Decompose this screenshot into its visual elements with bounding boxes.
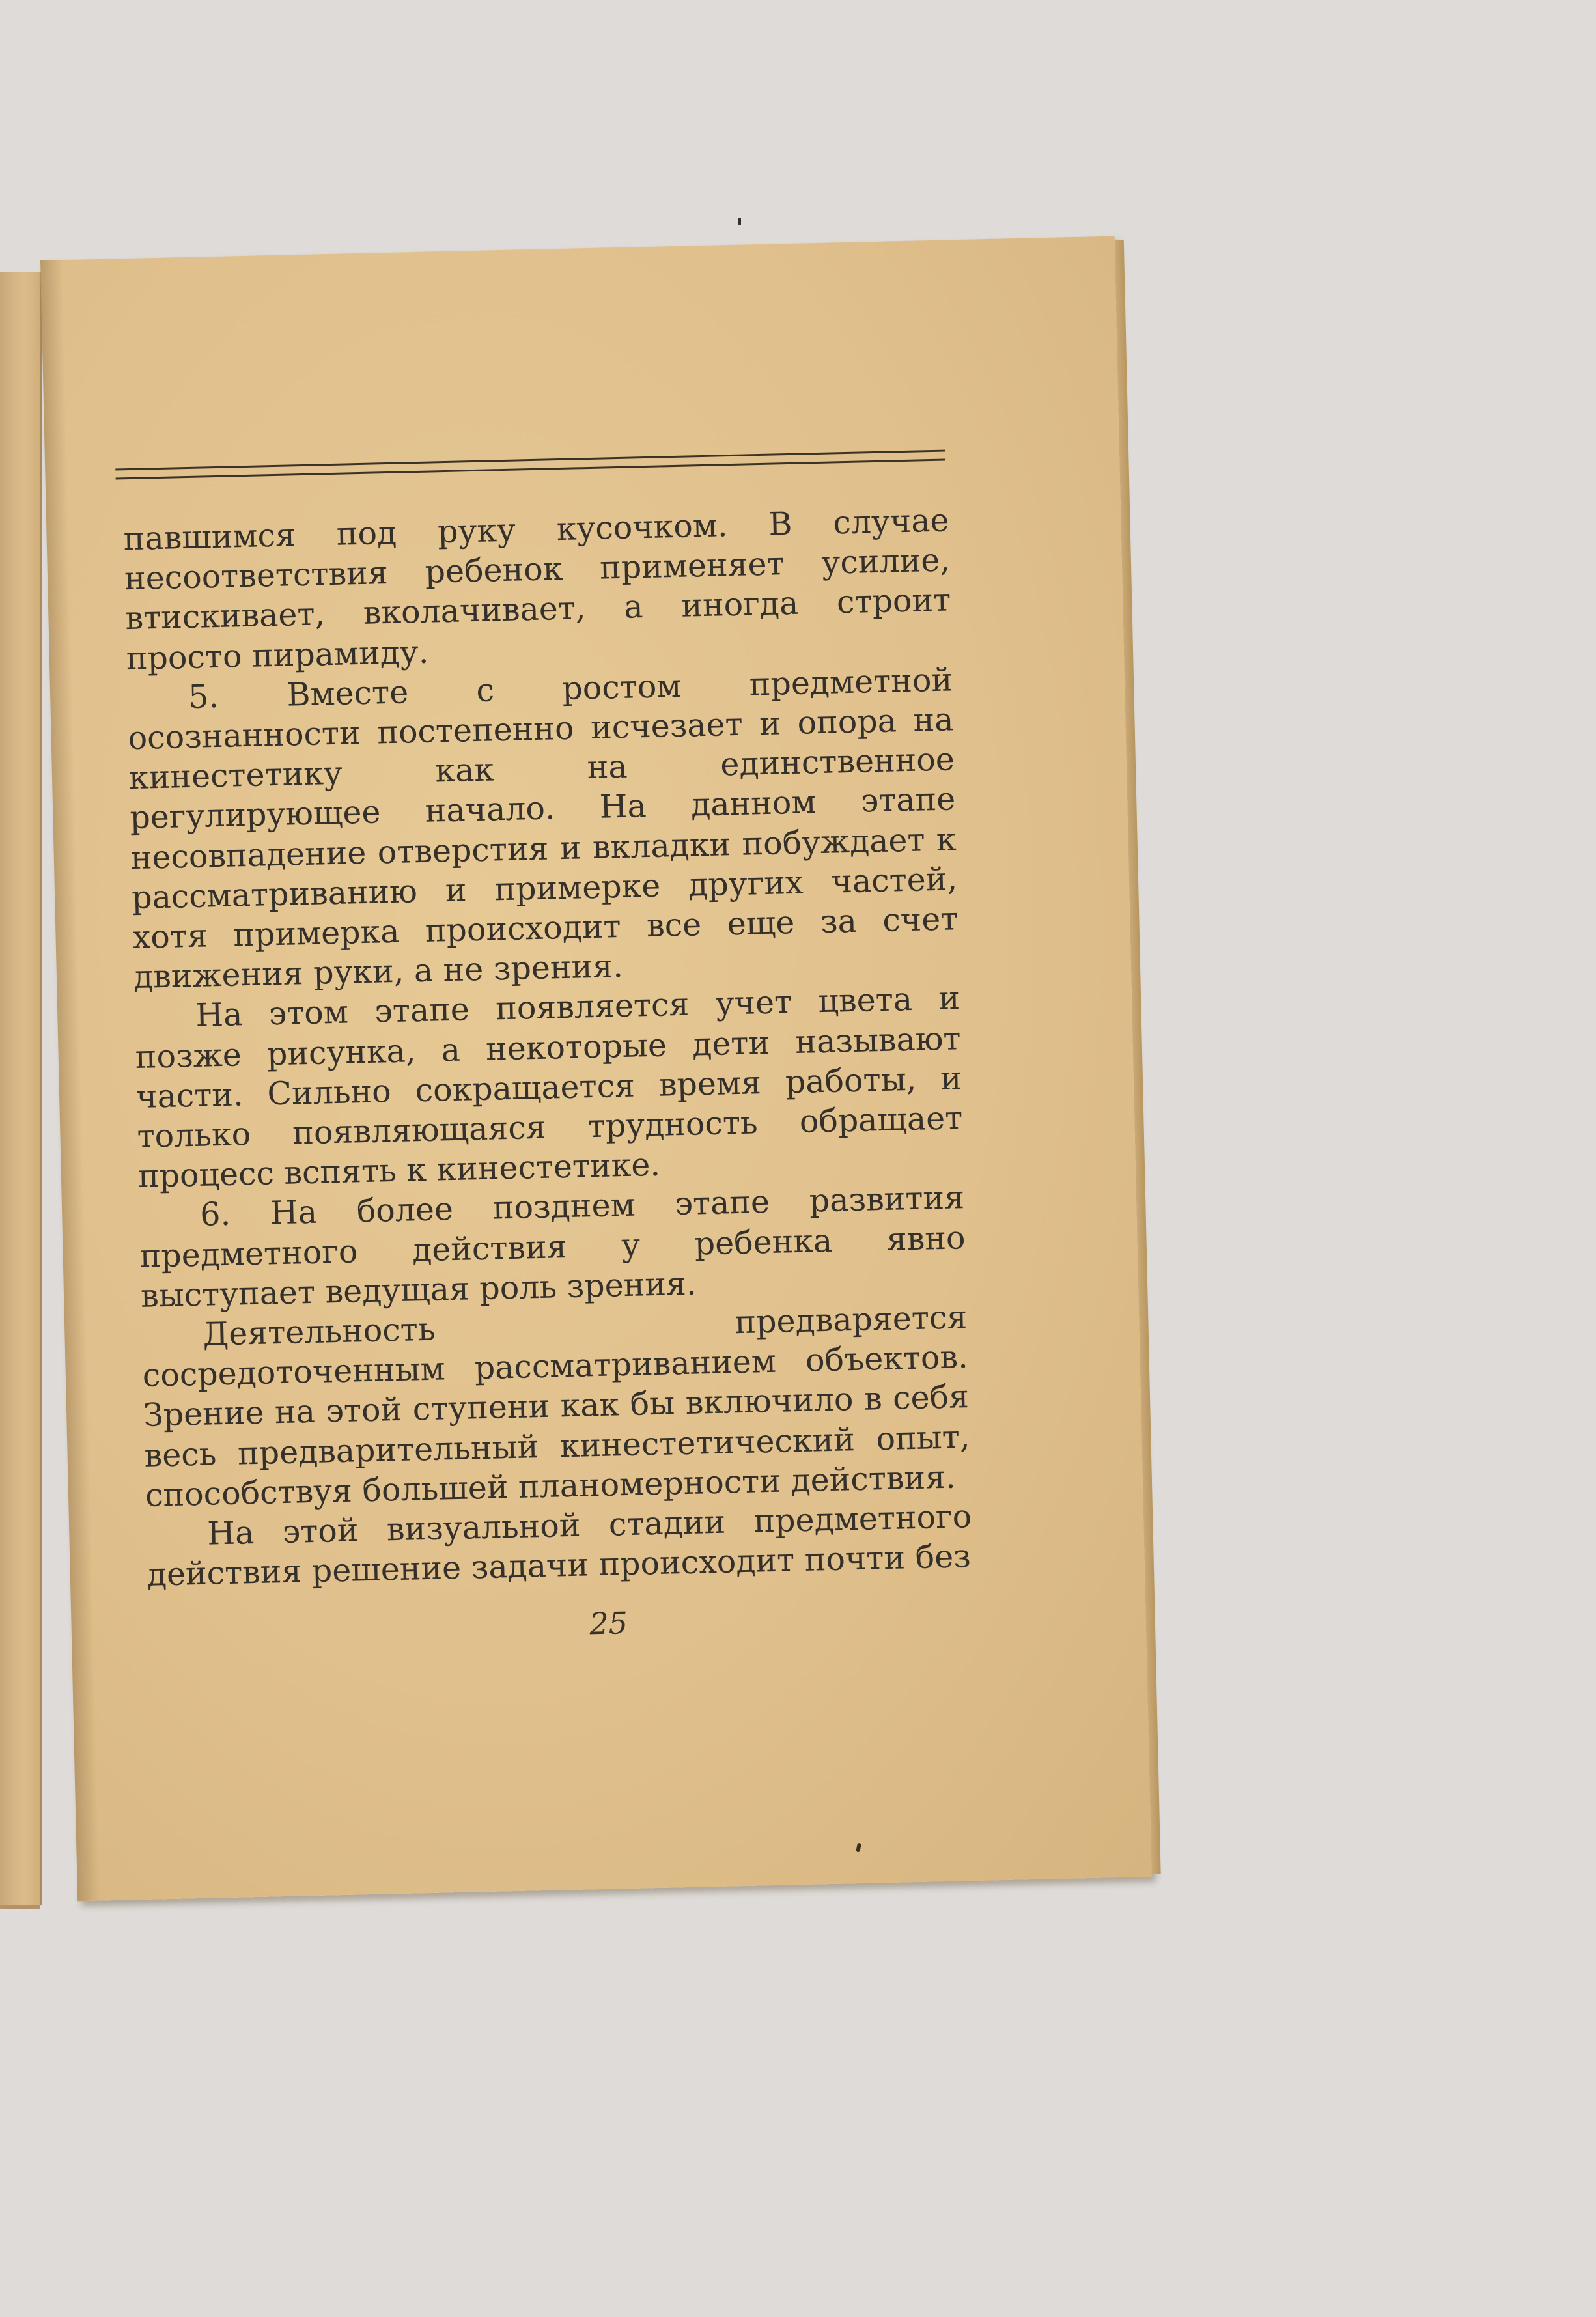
paragraph: 5. Вместе с ростом предметной осознанности постепенно исчезает и опора на кинестетику как на единственное регулирующее начало. На данном этапе несовпадение отверстия и вкладки побуждает к рассматриванию и примерке других частей, хотя примерка происходит все еще за счет движения руки, а не зрения.	[128, 661, 959, 996]
book-page	[40, 236, 1152, 1902]
paragraph: На этом этапе появляется учет цвета и позже рисунка, а некоторые дети называют части. Сильно сокращается время работы, и только появляющаяся трудность обращает процесс вспять к кинестетике.	[135, 979, 963, 1196]
dust-speck	[738, 218, 741, 225]
paragraph: На этой визуальной стадии предметного действия решение задачи происходит почти без	[147, 1498, 972, 1594]
page-number: 25	[589, 1605, 628, 1642]
paragraph: 6. На более позднем этапе развития предметного действия у ребенка явно выступает ведущая роль зрения.	[139, 1179, 966, 1315]
ink-speck	[856, 1843, 861, 1853]
paragraph: Деятельность предваряется сосредоточенным рассматриванием объектов. Зрение на этой ступени как бы включило в себя весь предварительный кинестетический опыт, способствуя большей планомерности действия.	[142, 1299, 970, 1514]
gutter-shadow	[40, 260, 100, 1901]
previous-page-corner	[0, 1905, 40, 1909]
body-text	[123, 500, 973, 1595]
header-rule-bottom	[116, 459, 945, 480]
paragraph: павшимся под руку кусочком. В случае несоответствия ребенок применяет усилие, втискивает, вколачивает, а иногда строит просто пирамиду.	[123, 501, 951, 677]
previous-page-edge	[0, 272, 42, 1905]
header-rule-top	[115, 450, 945, 471]
